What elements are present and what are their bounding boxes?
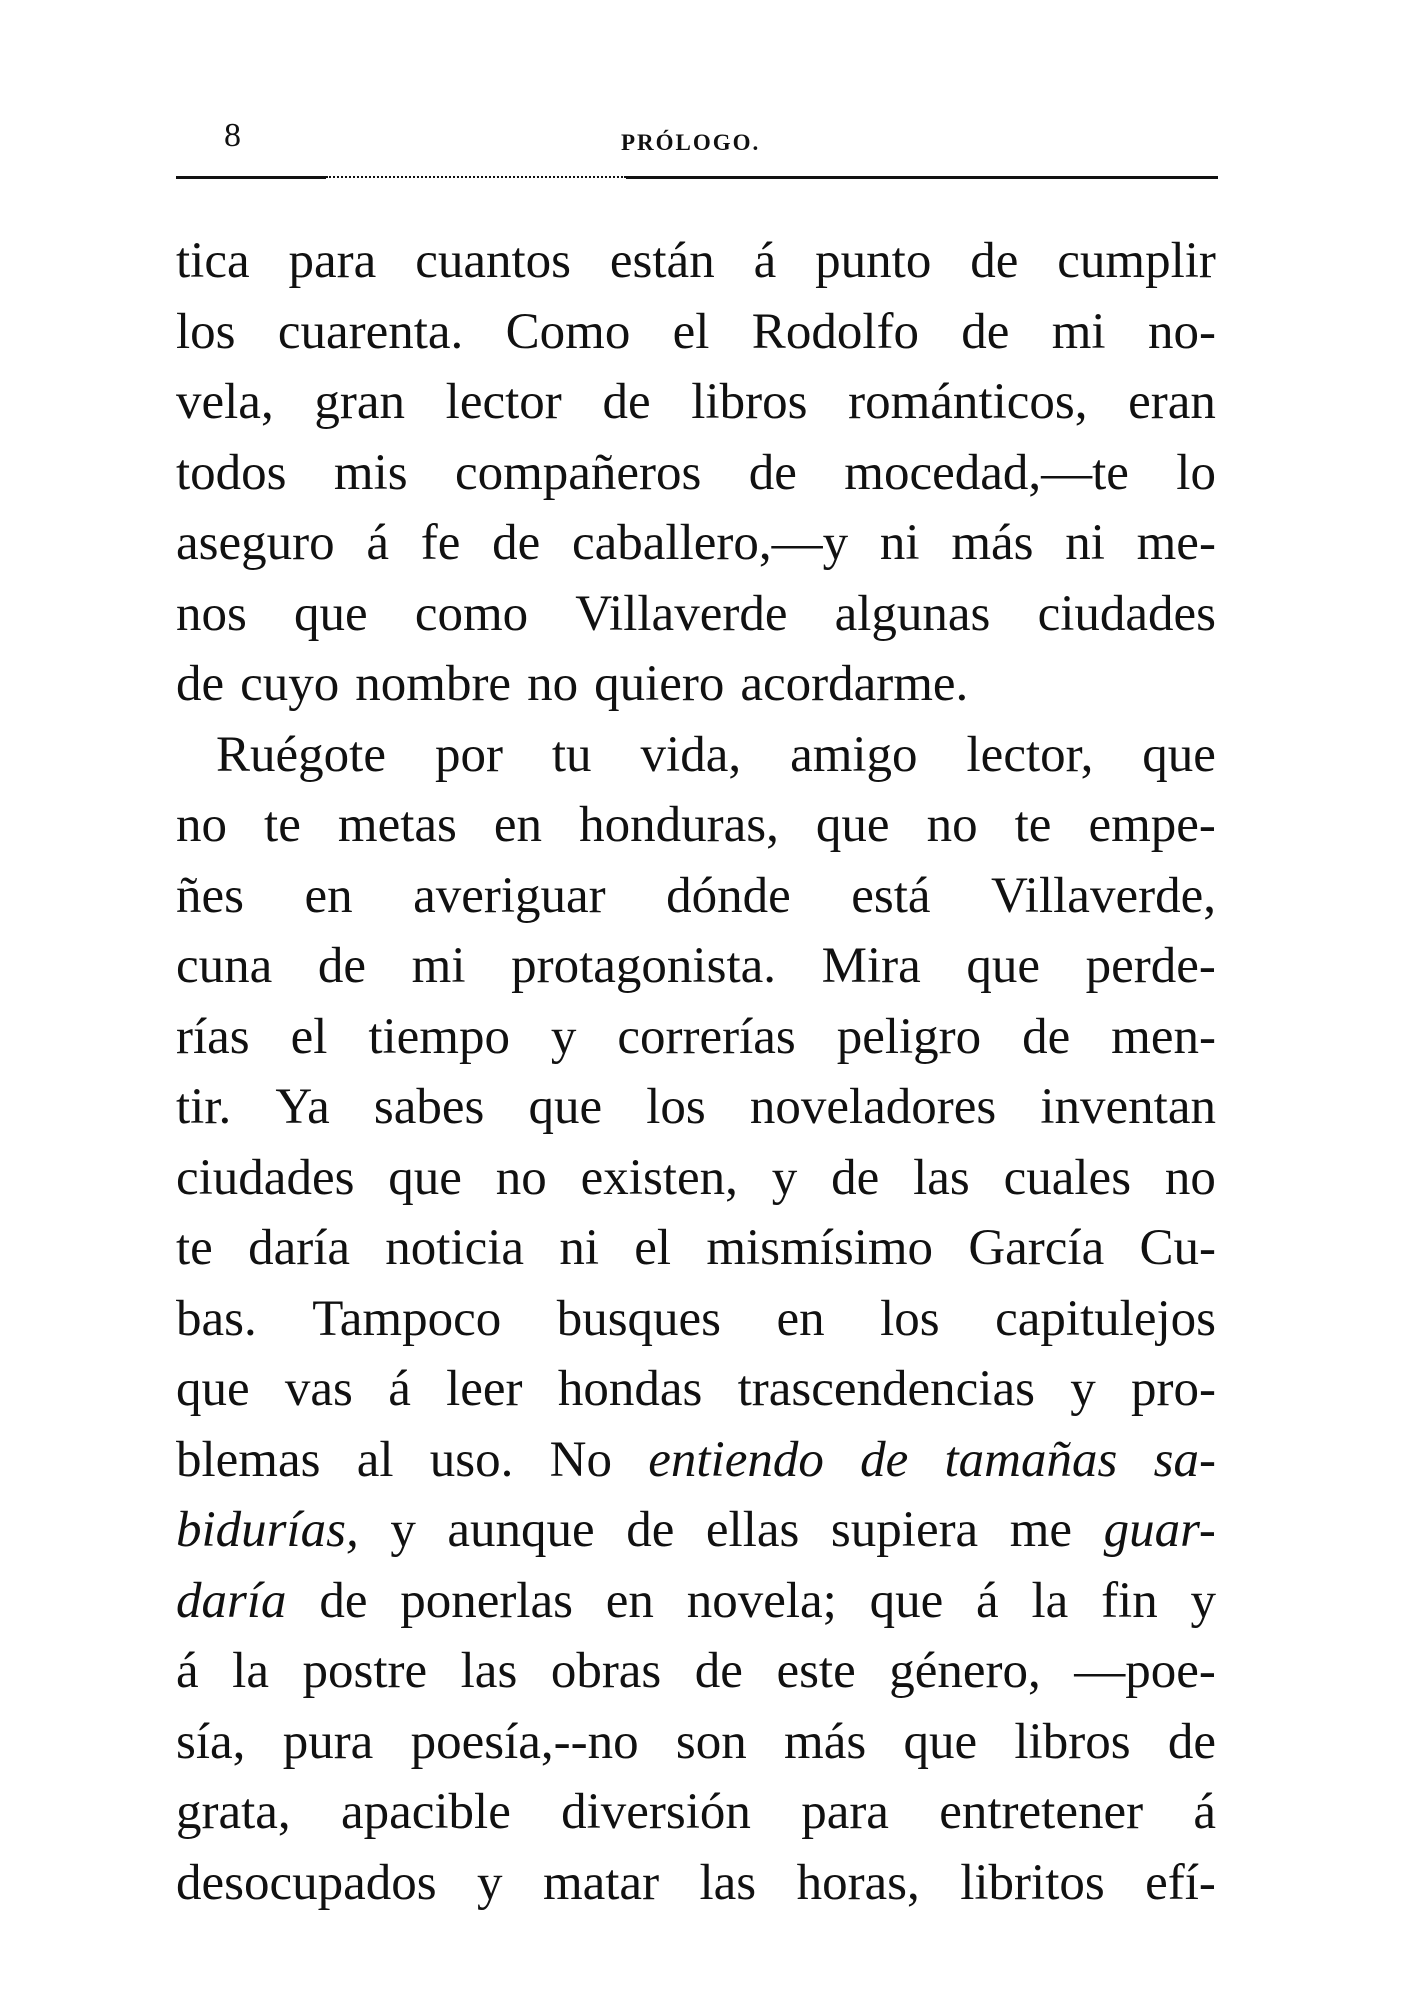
word: mocedad,—te [844, 444, 1129, 501]
word: el [290, 1008, 328, 1065]
word: en [493, 797, 543, 853]
word: para [288, 233, 377, 289]
word: noticia [385, 1220, 525, 1276]
text-line [176, 297, 1216, 368]
text-line [176, 790, 1216, 861]
word: aunque [447, 1502, 595, 1558]
word: postre [302, 1643, 428, 1699]
word: libros [691, 374, 808, 430]
word: ni [879, 515, 920, 571]
word: en [776, 1290, 825, 1347]
word: ponerlas [400, 1572, 574, 1629]
word: algunas [834, 585, 991, 642]
text-line [176, 1002, 1216, 1073]
text-line [176, 861, 1216, 932]
word: á [976, 1572, 999, 1629]
word: de [961, 303, 1010, 360]
word: mi [411, 938, 466, 994]
word: bas. [176, 1290, 257, 1347]
word: busques [556, 1290, 722, 1347]
word: honduras, [579, 797, 779, 853]
word: mismísimo [706, 1220, 934, 1276]
word: Mira [821, 938, 921, 994]
word: Ya [275, 1079, 330, 1135]
word: en [304, 867, 353, 924]
word: te [264, 797, 301, 853]
word: género, [889, 1643, 1041, 1699]
word: bidurías, [176, 1502, 359, 1558]
word: ni [559, 1220, 599, 1276]
word: empe- [1088, 797, 1216, 853]
word: los [880, 1290, 940, 1347]
word: que [966, 938, 1041, 994]
word: y [771, 1149, 798, 1206]
word: no [1164, 1149, 1216, 1206]
word: y [1070, 1361, 1096, 1417]
word: más [951, 515, 1034, 571]
word: te [176, 1220, 213, 1276]
word: fe [420, 515, 461, 571]
word: rías [176, 1008, 250, 1065]
word: son [675, 1713, 747, 1770]
text-line [176, 1848, 1216, 1919]
word: románticos, [848, 374, 1088, 430]
word: efí- [1145, 1854, 1216, 1911]
word: no [176, 797, 227, 853]
word: Cu- [1139, 1220, 1216, 1276]
word: pro- [1131, 1361, 1216, 1417]
word: perde- [1085, 938, 1216, 994]
word: para [801, 1784, 889, 1840]
word: que [1142, 726, 1216, 783]
word: sa- [1153, 1431, 1216, 1488]
word: que [869, 1572, 944, 1629]
word: de [748, 444, 797, 501]
word: guar- [1103, 1502, 1216, 1558]
word: capitulejos [995, 1290, 1216, 1347]
word: blemas [176, 1431, 321, 1488]
word: daría [248, 1220, 351, 1276]
word: dónde [666, 867, 791, 924]
word: no [495, 1149, 547, 1206]
word: tica [176, 233, 250, 289]
word: nombre [355, 656, 512, 712]
word: ellas [705, 1502, 800, 1558]
word: cuyo [240, 656, 340, 712]
word: poesía,--no [410, 1713, 639, 1770]
word: ñes [176, 867, 244, 924]
word: obras [550, 1643, 662, 1699]
word: leer [446, 1361, 523, 1417]
text-line [176, 438, 1216, 509]
header-rule [176, 176, 1218, 179]
word: en [605, 1572, 654, 1629]
word: novela; [686, 1572, 837, 1629]
word: que [388, 1149, 462, 1206]
word: de [1167, 1713, 1216, 1770]
word: uso. [429, 1431, 514, 1488]
word: tu [551, 726, 592, 783]
text-line [176, 1284, 1216, 1355]
word: todos [176, 444, 287, 501]
text-line [176, 1566, 1216, 1637]
word: está [851, 867, 931, 924]
word: de [694, 1643, 743, 1699]
page-header [176, 116, 1218, 176]
word: las [699, 1854, 757, 1911]
word: que [294, 585, 368, 642]
word: tamañas [944, 1431, 1118, 1488]
word: están [609, 233, 715, 289]
word: de [602, 374, 651, 430]
word: Tampoco [312, 1290, 502, 1347]
word: de [492, 515, 541, 571]
word: á [388, 1361, 411, 1417]
text-line [176, 1707, 1216, 1778]
text-line [176, 1354, 1216, 1425]
word: correrías [617, 1008, 796, 1065]
word: sabes [373, 1079, 485, 1135]
word: me [1009, 1502, 1073, 1558]
word: tir. [176, 1079, 232, 1135]
word: entretener [939, 1784, 1144, 1840]
text-line [176, 1143, 1216, 1214]
word: este [776, 1643, 856, 1699]
running-title: PRÓLOGO. [621, 130, 761, 155]
word: peligro [836, 1008, 982, 1065]
word: entiendo [648, 1431, 824, 1488]
word: noveladores [749, 1079, 997, 1135]
word: que [176, 1361, 250, 1417]
word: te [1014, 797, 1052, 853]
word: las [460, 1643, 518, 1699]
word: cuantos [415, 233, 571, 289]
word: de [317, 938, 367, 994]
word: y [1190, 1572, 1216, 1629]
word: de [860, 1431, 909, 1488]
word: y [550, 1008, 577, 1065]
word: García [968, 1220, 1105, 1276]
word: que [528, 1079, 603, 1135]
text-line [176, 1495, 1216, 1566]
word: la [1031, 1572, 1069, 1629]
word: ni [1065, 515, 1105, 571]
word: de [1022, 1008, 1071, 1065]
text-line [176, 1777, 1216, 1848]
word: Rodolfo [751, 303, 919, 360]
word: pura [282, 1713, 374, 1770]
word: de [626, 1502, 675, 1558]
word: á [1193, 1784, 1216, 1840]
word: matar [542, 1854, 660, 1911]
text-line [176, 720, 1216, 791]
body-text [176, 226, 1216, 1918]
word: á [753, 233, 777, 289]
word: al [356, 1431, 394, 1488]
word: —poe- [1074, 1643, 1216, 1699]
text-line [176, 931, 1216, 1002]
word: Ruégote [216, 726, 386, 783]
word: apacible [340, 1784, 511, 1840]
word: trascendencias [737, 1361, 1035, 1417]
word: fin [1101, 1572, 1158, 1629]
word: de [831, 1149, 880, 1206]
word: grata, [176, 1784, 291, 1840]
text-line [176, 579, 1216, 650]
word: acordarme. [740, 656, 969, 712]
word: á [366, 515, 389, 571]
word: inventan [1040, 1079, 1216, 1135]
word: protagonista. [511, 938, 777, 994]
text-line [176, 1213, 1216, 1284]
word: que [815, 797, 890, 853]
word: sía, [176, 1713, 246, 1770]
word: Como [505, 303, 631, 360]
word: de [319, 1572, 368, 1629]
word: como [414, 585, 529, 642]
word: lo [1176, 444, 1216, 501]
word: la [232, 1643, 269, 1699]
word: vela, [176, 374, 274, 430]
word: Villaverde, [991, 867, 1216, 924]
text-line [176, 1636, 1216, 1707]
text-line [176, 226, 1216, 297]
word: libritos [960, 1854, 1105, 1911]
word: el [672, 303, 710, 360]
word: los [646, 1079, 706, 1135]
word: cuna [176, 938, 273, 994]
word: nos [176, 585, 247, 642]
word: me- [1136, 515, 1216, 571]
word: mis [333, 444, 408, 501]
word: á [176, 1643, 199, 1699]
word: y [477, 1854, 503, 1911]
text-line [176, 1072, 1216, 1143]
word: desocupados [176, 1854, 437, 1911]
word: mi [1051, 303, 1106, 360]
word: de [970, 233, 1019, 289]
text-line [176, 649, 1216, 720]
word: lector, [966, 726, 1094, 783]
word: daría [176, 1572, 287, 1629]
word: metas [337, 797, 457, 853]
word: eran [1128, 374, 1216, 430]
word: existen, [580, 1149, 738, 1206]
word: aseguro [176, 515, 335, 571]
word: por [434, 726, 503, 783]
word: gran [314, 374, 405, 430]
word: más [784, 1713, 867, 1770]
word: No [549, 1431, 612, 1488]
word: no [527, 656, 579, 712]
word: compañeros [454, 444, 702, 501]
word: horas, [796, 1854, 920, 1911]
word: averiguar [413, 867, 606, 924]
word: libros [1014, 1713, 1131, 1770]
word: que [903, 1713, 978, 1770]
word: cuales [1003, 1149, 1132, 1206]
word: men- [1111, 1008, 1216, 1065]
word: el [634, 1220, 672, 1276]
word: no- [1147, 303, 1216, 360]
text-line [176, 1425, 1216, 1496]
word: amigo [790, 726, 918, 783]
word: lector [445, 374, 562, 430]
word: no [926, 797, 978, 853]
word: vida, [640, 726, 742, 783]
word: vas [284, 1361, 353, 1417]
word: supiera [830, 1502, 979, 1558]
word: las [913, 1149, 970, 1206]
text-line [176, 508, 1216, 579]
word: caballero,—y [572, 515, 849, 571]
word: ciudades [1037, 585, 1216, 642]
word: Villaverde [575, 585, 788, 642]
word: de [176, 656, 225, 712]
word: quiero [594, 656, 725, 712]
word: diversión [561, 1784, 751, 1840]
word: tiempo [368, 1008, 510, 1065]
word: cumplir [1057, 233, 1216, 289]
text-line [176, 367, 1216, 438]
word: los [176, 303, 236, 360]
word: ciudades [176, 1149, 355, 1206]
page-number: 8 [224, 117, 241, 154]
word: hondas [557, 1361, 703, 1417]
header-rule-dotted-segment [326, 176, 626, 181]
word: punto [815, 233, 932, 289]
word: cuarenta. [277, 303, 464, 360]
word: y [390, 1502, 416, 1558]
